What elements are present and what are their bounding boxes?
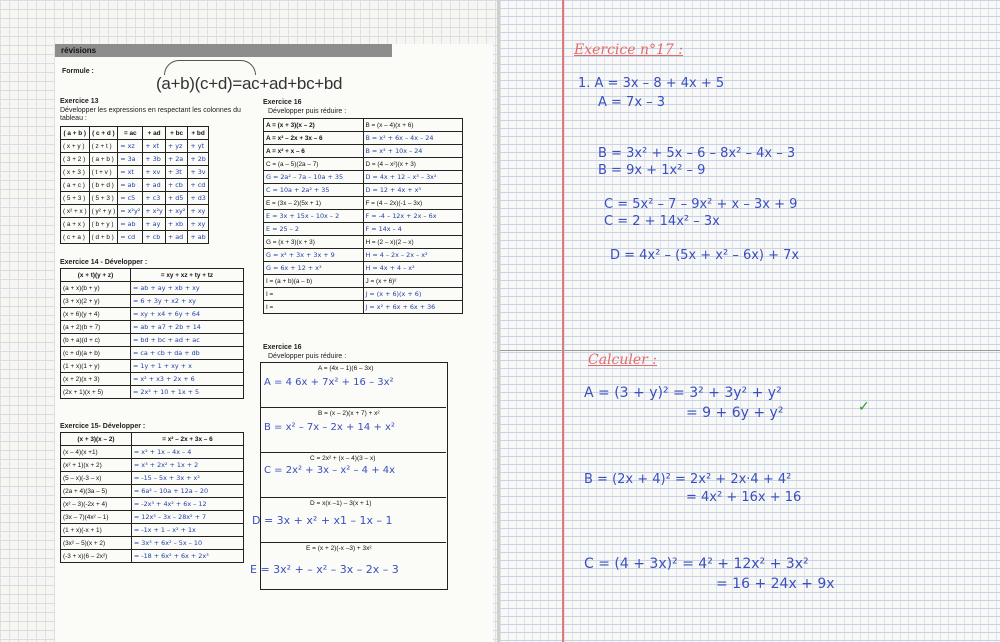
row-cell: ( b + y )	[89, 218, 118, 231]
answer-cell: J = x² + 6x + 6x + 36	[363, 301, 463, 314]
table-row	[61, 511, 244, 524]
answer-cell: D = 4x + 12 – x³ – 3x²	[363, 171, 463, 184]
table-row	[264, 132, 463, 145]
row-cell: (-3 + x)(6 – 2x²)	[61, 550, 132, 563]
row-cell: ( x² + x )	[61, 205, 90, 218]
table-row	[61, 192, 209, 205]
table-row	[61, 321, 244, 334]
row-cell: (3x² – 5)(x + 2)	[61, 537, 132, 550]
hand-line: = 9 + 6y + y²	[686, 405, 784, 421]
answer-cell: E = 25 – 2	[264, 223, 364, 236]
row-cell: ( y² + y )	[89, 205, 118, 218]
answer-cell: + 2b	[188, 153, 209, 166]
formula-text: (a+b)(c+d)=ac+ad+bc+bd	[156, 74, 343, 93]
row-cell: I = (a + b)(a – b)	[264, 275, 364, 288]
table-row	[61, 347, 244, 360]
row-cell: (c + d)(a + b)	[61, 347, 131, 360]
table-row	[264, 119, 463, 132]
ex16a-instruction: Développer puis réduire :	[268, 108, 347, 115]
answer-cell: = xz	[118, 140, 143, 153]
answer-cell: + xv	[143, 166, 166, 179]
table-header-row	[61, 433, 244, 446]
formula	[156, 74, 342, 94]
answer-cell: = ab + a7 + 2b + 14	[131, 321, 244, 334]
answer-cell: + xt	[143, 140, 166, 153]
row-cell: (a + 2)(b + 7)	[61, 321, 131, 334]
answer-cell: F = -4 – 12x + 2x – 6x	[363, 210, 463, 223]
answer-cell: + cb	[143, 231, 166, 244]
answer-cell: = 6 + 3y + x2 + xy	[131, 295, 244, 308]
table-row	[61, 218, 209, 231]
answer-cell: G = 6x + 12 + x³	[264, 262, 364, 275]
ex16b-question-e: E = (x + 2)(-x –3) + 3x²	[306, 545, 372, 552]
answer-cell: + 3t	[165, 166, 188, 179]
row-cell: ( z + t )	[89, 140, 118, 153]
table-row	[264, 223, 463, 236]
ex13-instruction: Développer les expressions en respectant les colonnes du tableau :	[60, 107, 241, 122]
answer-cell: + yt	[188, 140, 209, 153]
answer-cell: + cd	[188, 179, 209, 192]
table-row	[61, 485, 244, 498]
row-cell: (3 + x)(2 + y)	[61, 295, 131, 308]
answer-cell: = xt	[118, 166, 143, 179]
row-cell: A = (x + 3)(x – 2)	[264, 119, 364, 132]
ex16b-box	[260, 362, 448, 590]
calculer-title: Calculer :	[588, 352, 658, 368]
table-row	[61, 282, 244, 295]
row-cell: ( 5 + 3 )	[61, 192, 90, 205]
answer-cell: + ay	[143, 218, 166, 231]
hand-line: C = 2 + 14x² – 3x	[604, 214, 720, 229]
row-cell: ( 5 + 3 )	[89, 192, 118, 205]
answer-cell: G = 2a² – 7a – 10a + 35	[264, 171, 364, 184]
table-row	[264, 236, 463, 249]
header-cell: + ad	[143, 127, 166, 140]
formule-label: Formule :	[62, 68, 94, 75]
ex14-title: Exercice 14 - Développer :	[60, 259, 148, 266]
table-row	[264, 210, 463, 223]
answer-cell: G = x² + 3x + 3x + 9	[264, 249, 364, 262]
table-header-row	[61, 269, 244, 282]
answer-cell: F = 14x – 4	[363, 223, 463, 236]
row-cell: ( 3 + 2 )	[61, 153, 90, 166]
worksheet-header: révisions	[55, 44, 392, 57]
answer-cell: + yz	[165, 140, 188, 153]
row-cell: (3x – 7)(4x² – 1)	[61, 511, 132, 524]
answer-cell: = x² + x3 + 2x + 6	[131, 373, 244, 386]
row-cell: (a + x)(b + y)	[61, 282, 131, 295]
answer-cell: + xy²	[165, 205, 188, 218]
row-cell: ( a + x )	[61, 218, 90, 231]
answer-cell: + xy	[188, 218, 209, 231]
answer-cell: + 3b	[143, 153, 166, 166]
answer-cell: = x² + 1x – 4x – 4	[131, 446, 243, 459]
table-row	[61, 295, 244, 308]
table-row	[61, 205, 209, 218]
answer-cell: = bd + bc + ad + ac	[131, 334, 244, 347]
row-cell: (2x + 1)(x + 5)	[61, 386, 131, 399]
answer-cell: + c3	[143, 192, 166, 205]
answer-cell: + xy	[188, 205, 209, 218]
answer-cell: = 2x² + 10 + 1x + 5	[131, 386, 244, 399]
row-cell: A = x² – 2x + 3x – 6	[264, 132, 364, 145]
answer-cell: = 3a	[118, 153, 143, 166]
table-row	[61, 550, 244, 563]
ex16b-answer-b: B = x² – 7x – 2x + 14 + x²	[264, 422, 395, 433]
answer-cell: + 3v	[188, 166, 209, 179]
table-row	[61, 231, 209, 244]
row-cell: ( b + d )	[89, 179, 118, 192]
answer-cell: + xb	[165, 218, 188, 231]
answer-cell: = ab	[118, 218, 143, 231]
ex16b-answer-c: C = 2x² + 3x – x² – 4 + 4x	[264, 465, 396, 476]
table-row	[61, 446, 244, 459]
answer-cell: = -15 – 5x + 3x + x²	[131, 472, 243, 485]
ex16b-title: Exercice 16	[263, 344, 302, 351]
row-cell: G = (x + 3)(x + 3)	[264, 236, 364, 249]
divider	[260, 407, 446, 408]
row-cell: ( a + c )	[61, 179, 90, 192]
answer-cell: + d3	[188, 192, 209, 205]
row-cell: I =	[264, 301, 364, 314]
table-row	[61, 373, 244, 386]
ex16b-question-c: C = 2x² + (x – 4)(3 – x)	[310, 455, 376, 462]
table-row	[61, 459, 244, 472]
header-cell: = x² – 2x + 3x – 6	[131, 433, 243, 446]
answer-cell: = 3x³ + 6x² – 5x – 10	[131, 537, 243, 550]
row-cell: (x + 6)(y + 4)	[61, 308, 131, 321]
table-row	[61, 472, 244, 485]
table-row	[61, 498, 244, 511]
row-cell: (2a + 4)(3a – 5)	[61, 485, 132, 498]
answer-cell: D = 12 + 4x + x³	[363, 184, 463, 197]
checkmark-icon: ✓	[858, 398, 870, 414]
answer-cell: + x²y	[143, 205, 166, 218]
row-cell: (1 + x)(1 + y)	[61, 360, 131, 373]
answer-cell: = ab	[118, 179, 143, 192]
row-cell: (x – 4)(x +1)	[61, 446, 132, 459]
table-row	[61, 360, 244, 373]
ex16b-answer-a: A = 4 6x + 7x² + 16 – 3x²	[264, 377, 394, 388]
table-row	[264, 249, 463, 262]
divider	[260, 452, 446, 453]
ex15-table	[60, 432, 244, 563]
row-cell: ( d + b )	[89, 231, 118, 244]
answer-cell: = 6a² – 10a + 12a – 20	[131, 485, 243, 498]
ex16a-table	[263, 118, 463, 314]
row-cell: H = (2 – x)(2 – x)	[363, 236, 463, 249]
ex16b-question-d: D = x(x –1) – 3(x + 1)	[310, 500, 372, 507]
row-cell: (5 – x)(-3 – x)	[61, 472, 132, 485]
row-cell: I =	[264, 288, 364, 301]
hand-line: 1. A = 3x – 8 + 4x + 5	[578, 76, 725, 91]
row-cell: (x² – 3)(-2x + 4)	[61, 498, 132, 511]
table-row	[61, 166, 209, 179]
table-row	[264, 158, 463, 171]
table-row	[61, 334, 244, 347]
ex13-table	[60, 126, 209, 244]
hand-line: = 16 + 24x + 9x	[716, 576, 835, 592]
table-row	[61, 386, 244, 399]
hand-line: B = (2x + 4)² = 2x² + 2x·4 + 4²	[584, 472, 792, 487]
header-cell: + bc	[165, 127, 188, 140]
divider	[260, 497, 446, 498]
hand-line: C = 5x² – 7 – 9x² + x – 3x + 9	[604, 197, 798, 212]
hand-line: C = (4 + 3x)² = 4² + 12x² + 3x²	[584, 556, 809, 572]
answer-cell: = 1y + 1 + xy + x	[131, 360, 244, 373]
row-cell: A = x² + x – 6	[264, 145, 364, 158]
header-cell: (x + t)(y + z)	[61, 269, 131, 282]
answer-cell: E = 3x + 15x – 10x – 2	[264, 210, 364, 223]
notebook-page	[500, 0, 1000, 642]
hand-line: B = 3x² + 5x – 6 – 8x² – 4x – 3	[598, 146, 796, 161]
answer-cell: + d5	[165, 192, 188, 205]
answer-cell: + 2a	[165, 153, 188, 166]
ex14-table	[60, 268, 244, 399]
row-cell: D = (4 – x²)(x + 3)	[363, 158, 463, 171]
ex16b-answer-e: E = 3x² + – x² – 3x – 2x – 3	[250, 563, 399, 576]
row-cell: (1 + x)(-x + 1)	[61, 524, 132, 537]
table-row	[61, 524, 244, 537]
answer-cell: C = 10a + 2a² + 35	[264, 184, 364, 197]
row-cell: ( x + 3 )	[61, 166, 90, 179]
ex16a-title: Exercice 16	[263, 99, 302, 106]
answer-cell: + cb	[165, 179, 188, 192]
table-row	[264, 197, 463, 210]
row-cell: ( a + b )	[89, 153, 118, 166]
divider	[260, 542, 446, 543]
answer-cell: = ca + cb + da + db	[131, 347, 244, 360]
row-cell: F = (4 – 2x)(-1 – 3x)	[363, 197, 463, 210]
answer-cell: = c5	[118, 192, 143, 205]
ex13-title: Exercice 13	[60, 98, 99, 105]
table-row	[264, 301, 463, 314]
answer-cell: = x²y²	[118, 205, 143, 218]
answer-cell: + ab	[188, 231, 209, 244]
table-row	[264, 275, 463, 288]
answer-cell: B = x² + 10x – 24	[363, 145, 463, 158]
answer-cell: = -1x + 1 – x² + 1x	[131, 524, 243, 537]
hand-line: D = 4x² – (5x + x² – 6x) + 7x	[610, 248, 800, 263]
header-cell: = xy + xz + ty + tz	[131, 269, 244, 282]
header-cell: ( a + b )	[61, 127, 90, 140]
row-cell: C = (a – 5)(2a – 7)	[264, 158, 364, 171]
answer-cell: + ad	[165, 231, 188, 244]
table-row	[61, 308, 244, 321]
header-cell: + bd	[188, 127, 209, 140]
hand-line: B = 9x + 1x² – 9	[598, 163, 706, 178]
row-cell: ( x + y )	[61, 140, 90, 153]
answer-cell: H = 4x + 4 – x²	[363, 262, 463, 275]
row-cell: (b + a)(d + c)	[61, 334, 131, 347]
row-cell: J = (x + 6)²	[363, 275, 463, 288]
margin-line	[562, 0, 564, 642]
table-header-row	[61, 127, 209, 140]
answer-cell: + ad	[143, 179, 166, 192]
table-row	[61, 153, 209, 166]
table-row	[264, 288, 463, 301]
answer-cell: J = (x + 6)(x + 6)	[363, 288, 463, 301]
table-row	[61, 179, 209, 192]
exercise-17-title: Exercice n°17 :	[574, 42, 683, 58]
row-cell: E = (3x – 2)(5x + 1)	[264, 197, 364, 210]
table-row	[264, 171, 463, 184]
header-cell: ( c + d )	[89, 127, 118, 140]
separator-line	[500, 350, 1000, 351]
answer-cell: = -18 + 6x² + 6x + 2x³	[131, 550, 243, 563]
answer-cell: = xy + x4 + 6y + 64	[131, 308, 244, 321]
header-cell: (x + 3)(x – 2)	[61, 433, 132, 446]
table-row	[61, 140, 209, 153]
header-cell: = ac	[118, 127, 143, 140]
ex16b-instruction: Développer puis réduire :	[268, 353, 347, 360]
table-row	[264, 262, 463, 275]
answer-cell: = -2x³ + 4x² + 6x – 12	[131, 498, 243, 511]
ex16b-question-b: B = (x – 2)(x + 7) + x²	[318, 410, 380, 417]
answer-cell: = cd	[118, 231, 143, 244]
row-cell: B = (x – 4)(x + 6)	[363, 119, 463, 132]
ex16b-answer-d: D = 3x + x² + x1 – 1x – 1	[252, 514, 393, 527]
row-cell: ( c + a )	[61, 231, 90, 244]
formula-arc	[164, 60, 256, 75]
answer-cell: H = 4 – 2x – 2x – x²	[363, 249, 463, 262]
answer-cell: = ab + ay + xb + xy	[131, 282, 244, 295]
ex15-title: Exercice 15- Développer :	[60, 423, 146, 430]
row-cell: (x² + 1)(x + 2)	[61, 459, 132, 472]
row-cell: (x + 2)(x + 3)	[61, 373, 131, 386]
answer-cell: = x³ + 2x² + 1x + 2	[131, 459, 243, 472]
ex16b-question-a: A = (4x – 1)(6 – 3x)	[318, 365, 374, 372]
hand-line: A = (3 + y)² = 3² + 3y² + y²	[584, 385, 782, 401]
table-row	[264, 184, 463, 197]
answer-cell: = 12x³ – 3x – 28x² + 7	[131, 511, 243, 524]
hand-line: A = 7x – 3	[598, 95, 666, 110]
table-row	[264, 145, 463, 158]
table-row	[61, 537, 244, 550]
row-cell: ( t + v )	[89, 166, 118, 179]
hand-line: = 4x² + 16x + 16	[686, 490, 802, 505]
answer-cell: B = x² + 6x – 4x – 24	[363, 132, 463, 145]
